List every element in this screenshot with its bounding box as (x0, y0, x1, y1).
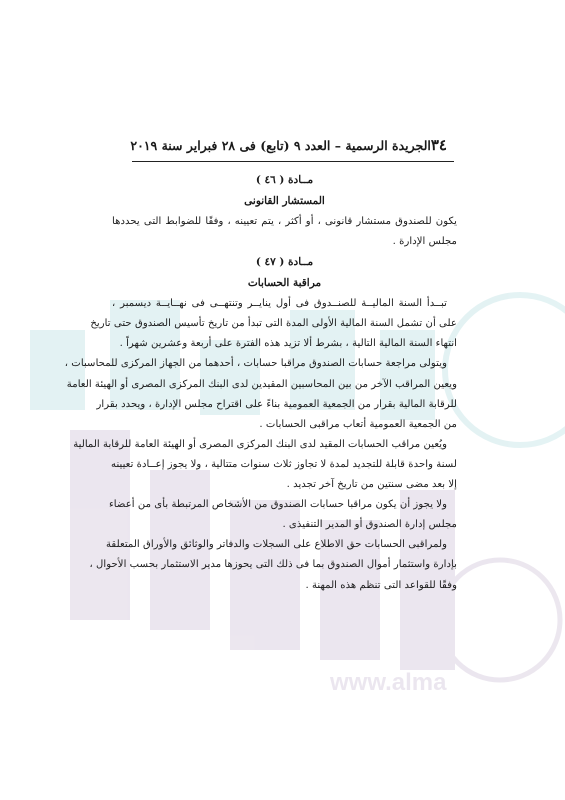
text-line: وفقًا للقواعد التى تنظم هذه المهنة . (305, 579, 457, 591)
text-line: من الجمعية العمومية أتعاب مراقبى الحسابات . (259, 418, 457, 430)
gazette-title: الجريدة الرسمية – العدد ٩ (تابع) فى ٢٨ فبراير سنة ٢٠١٩ (130, 138, 431, 153)
text-line: مجلس إدارة الصندوق أو المدير التنفيذى . (282, 519, 457, 531)
text-line: للرقابة المالية بقرار من الجمعية العمومية بناءً على اقتراح مجلس الإدارة ، ويحدد بقرار (96, 398, 457, 410)
page-number: ٣٤ (430, 136, 447, 154)
page-header (130, 136, 447, 156)
text-line: إلا بعد مضى سنتين من تاريخ آخر تجديد . (286, 479, 457, 491)
text-line: انتهاء السنة المالية التالية ، بشرط ألا تزيد هذه الفترة على أربعة وعشرين شهراً . (119, 338, 457, 350)
text-line: ويُعين مراقب الحسابات المقيد لدى البنك المركزى المصرى أو الهيئة العامة للرقابة المالية (73, 438, 447, 450)
text-line: لسنة واحدة قابلة للتجديد لمدة لا تجاوز ثلاث سنوات متتالية ، ولا يجوز إعــادة تعيينه (111, 458, 457, 470)
header-rule (132, 161, 454, 162)
text-line: ويعين المراقب الآخر من بين المحاسبين المقيدين لدى البنك المركزى المصرى أو الهيئة العامة (66, 378, 457, 390)
text-line: ويتولى مراجعة حسابات الصندوق مراقبا حسابات ، أحدهما من الجهاز المركزى للمحاسبات ، (64, 358, 447, 370)
text-line: مجلس الإدارة . (392, 236, 457, 248)
article-heading: مــادة ( ٤٦ ) (255, 174, 314, 186)
text-line: ولمراقبى الحسابات حق الاطلاع على السجلات والدفاتر والوثائق والأوراق المتعلقة (105, 539, 447, 551)
article-heading: مــادة ( ٤٧ ) (255, 256, 314, 269)
text-line: تبــدأ السنة الماليــة للصنــدوق فى أول ينايــر وتنتهــى فى نهــايــة ديسمبر ، (112, 298, 447, 310)
text-line: بإدارة واستثمار أموال الصندوق بما فى ذلك التى يحوزها مدير الاستثمار بحسب الأحوال ، (89, 559, 457, 571)
article-subheading: مراقبة الحسابات (247, 277, 322, 290)
watermark-site-text: www.alma (330, 669, 447, 696)
text-line: على أن تشمل السنة المالية الأولى المدة التى تبدأ من تاريخ تأسيس الصندوق حتى تاريخ (90, 318, 457, 330)
text-line: ولا يجوز أن يكون مراقبا حسابات الصندوق من الأشخاص المرتبطة بأى من أعضاء (108, 499, 447, 511)
document-body (64, 170, 457, 596)
article-subheading: المستشار القانونى (244, 195, 325, 207)
text-line: يكون للصندوق مستشار قانونى ، أو أكثر ، يتم تعيينه ، وفقًا للضوابط التى يحددها (112, 216, 457, 227)
